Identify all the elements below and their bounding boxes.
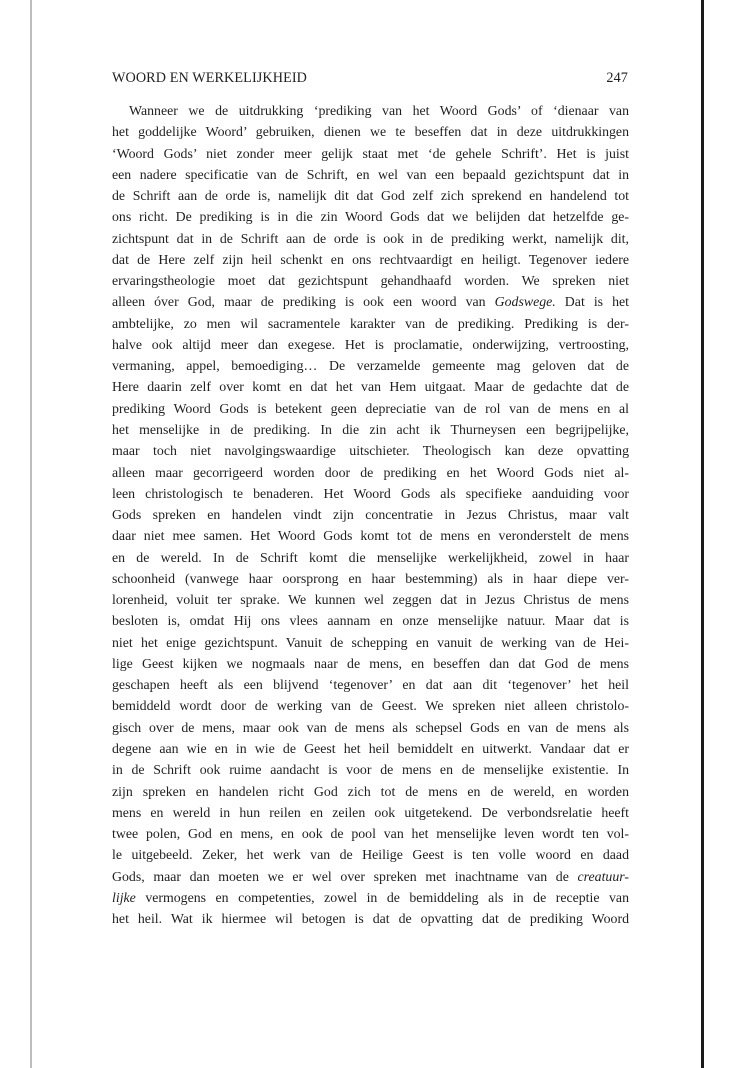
text-line: alleen maar gecorrigeerd worden door de prediking en het Woord Gods niet al- (112, 464, 629, 480)
running-title: WOORD EN WERKELIJKHEID (112, 70, 308, 86)
text-line: ervaringstheologie moet dat gezichtspunt gehandhaafd worden. We spreken niet (112, 273, 629, 289)
text-line-godswege (112, 291, 629, 312)
text-line: degene aan wie en in wie de Geest het heil bemiddelt en uitwerkt. Vandaar dat er (112, 740, 629, 756)
body-paragraph (112, 100, 629, 929)
text-line: Wanneer we de uitdrukking ‘prediking van het Woord Gods’ of ‘dienaar van (129, 103, 629, 118)
text-line: een nadere specificatie van de Schrift, en wel van een bepaald gezichtspunt dat in (112, 166, 629, 182)
italic-term-creatuur: creatuur- (577, 868, 629, 884)
text-line: het heil. Wat ik hiermee wil betogen is dat de opvatting dat de prediking Woord (112, 911, 629, 927)
text-line: halve ook altijd meer dan exegese. Het is proclamatie, onderwijzing, vertroosting, (112, 336, 629, 352)
text-line: ‘Woord Gods’ niet zonder meer gelijk staat met ‘de gehele Schrift’. Het is juist (112, 145, 629, 161)
page-number: 247 (606, 70, 628, 86)
page-right-edge (701, 0, 704, 1068)
text-line: maar toch niet navolgingswaardige uitschieter. Theologisch kan deze opvatting (112, 443, 629, 459)
page-left-edge (30, 0, 32, 1068)
text-segment: alleen óver God, maar de prediking is ook een woord van (112, 294, 486, 310)
text-line: dat de Here zelf zijn heil schenkt en ons rechtvaardigt en heiligt. Tegenover iedere (112, 251, 629, 267)
text-segment: Dat is het (564, 294, 629, 310)
text-line: schoonheid (vanwege haar oorsprong en haar bestemming) als in haar diepe ver- (112, 570, 629, 586)
text-line: niet het enige gezichtspunt. Vanuit de schepping en vanuit de werking van de Hei- (112, 634, 629, 650)
text-line: zichtspunt dat in de Schrift aan de orde is ook in de prediking werkt, namelijk dit, (112, 230, 629, 246)
text-line: Gods spreken en handelen vindt zijn concentratie in Jezus Christus, maar valt (112, 507, 629, 523)
text-line-lijke (112, 887, 629, 908)
text-line: zijn spreken en handelen richt God zich tot de mens en de wereld, en worden (112, 783, 629, 799)
text-line: de Schrift aan de orde is, namelijk dit dat God zelf zich sprekend en handelend tot (112, 188, 629, 204)
text-line: bemiddeld wordt door de werking van de Geest. We spreken niet alleen christolo- (112, 698, 629, 714)
text-line: lorenheid, voluit ter sprake. We kunnen wel zeggen dat in Jezus Christus de mens (112, 592, 629, 608)
text-line: het goddelijke Woord’ gebruiken, dienen we te beseffen dat in deze uitdrukkingen (112, 124, 629, 140)
italic-term-lijke: lijke (112, 889, 136, 905)
text-line: leen christologisch te benaderen. Het Woord Gods als specifieke aanduiding voor (112, 485, 629, 501)
text-line: besloten is, omdat Hij ons vlees aannam en onze menselijke natuur. Maar dat is (112, 613, 629, 629)
text-line: twee polen, God en mens, en ook de pool van het menselijke leven wordt ten vol- (112, 826, 629, 842)
text-line: mens en wereld in hun reilen en zeilen ook uitgetekend. De verbondsrelatie heeft (112, 804, 629, 820)
text-line: en de wereld. In de Schrift komt die menselijke werkelijkheid, zowel in haar (112, 549, 629, 565)
text-line: lige Geest kijken we nogmaals naar de mens, en beseffen dan dat God de mens (112, 655, 629, 671)
text-line: prediking Woord Gods is betekent geen depreciatie van de rol van de mens en al (112, 400, 629, 416)
italic-term-godswege: Godswege. (494, 294, 556, 310)
text-line: daar niet mee samen. Het Woord Gods komt tot de mens en veronderstelt de mens (112, 528, 629, 544)
text-line: vermaning, appel, bemoediging… De verzamelde gemeente mag geloven dat de (112, 358, 629, 374)
text-line: het menselijke in de prediking. In die zin acht ik Thurneysen een begrijpelijke, (112, 421, 629, 437)
text-line: le uitgebeeld. Zeker, het werk van de Heilige Geest is ten volle woord en daad (112, 847, 629, 863)
text-line: ambtelijke, zo men wil sacramentele karakter van de prediking. Prediking is der- (112, 315, 629, 331)
text-segment: vermogens en competenties, zowel in de bemiddeling als in de receptie van (145, 889, 629, 905)
text-line-creatuur (112, 866, 629, 887)
text-line: gisch over de mens, maar ook van de mens als schepsel Gods en van de mens als (112, 719, 629, 735)
text-line: geschapen heeft als een blijvend ‘tegenover’ en dat aan dit ‘tegenover’ het heil (112, 677, 629, 693)
text-line: ons richt. De prediking is in die zin Woord Gods dat we belijden dat hetzelfde ge- (112, 209, 629, 225)
text-line: in de Schrift ook ruime aandacht is voor de mens en de menselijke existentie. In (112, 762, 629, 778)
text-segment: Gods, maar dan moeten we er wel over spreken met inachtname van de (112, 868, 569, 884)
text-line: Here daarin zelf over komt en dat het van Hem uitgaat. Maar de gedachte dat de (112, 379, 629, 395)
